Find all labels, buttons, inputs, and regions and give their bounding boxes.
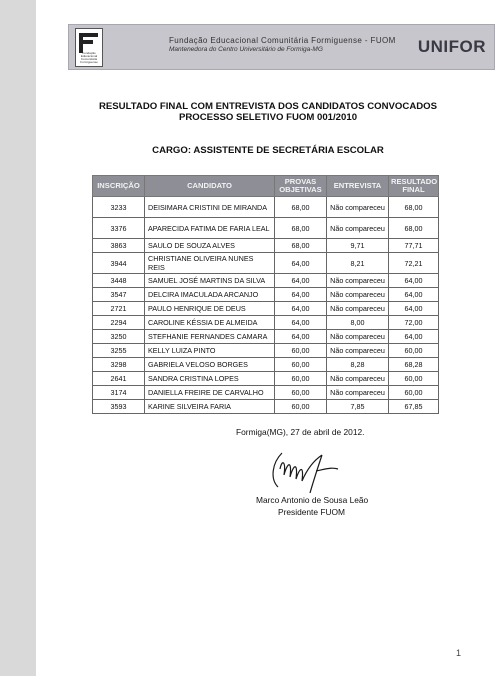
cell-candidato: GABRIELA VELOSO BORGES bbox=[145, 358, 275, 372]
cell-resultado: 64,00 bbox=[389, 288, 439, 302]
cell-inscricao: 2294 bbox=[93, 316, 145, 330]
cell-inscricao: 3448 bbox=[93, 274, 145, 288]
table-row bbox=[93, 197, 439, 218]
table-row bbox=[93, 218, 439, 239]
cell-provas: 60,00 bbox=[275, 386, 327, 400]
cell-entrevista: Não compareceu bbox=[327, 218, 389, 239]
cell-candidato: SANDRA CRISTINA LOPES bbox=[145, 372, 275, 386]
cell-resultado: 68,00 bbox=[389, 218, 439, 239]
cell-entrevista: Não compareceu bbox=[327, 274, 389, 288]
cell-candidato: PAULO HENRIQUE DE DEUS bbox=[145, 302, 275, 316]
cell-inscricao: 2641 bbox=[93, 372, 145, 386]
cell-provas: 64,00 bbox=[275, 302, 327, 316]
cell-candidato: APARECIDA FATIMA DE FARIA LEAL bbox=[145, 218, 275, 239]
cell-entrevista: 8,00 bbox=[327, 316, 389, 330]
cell-candidato: SAMUEL JOSÉ MARTINS DA SILVA bbox=[145, 274, 275, 288]
cell-entrevista: 9,71 bbox=[327, 239, 389, 253]
table-row bbox=[93, 330, 439, 344]
signature-mark bbox=[264, 445, 364, 500]
table-row bbox=[93, 316, 439, 330]
signer-name: Marco Antonio de Sousa Leão bbox=[256, 495, 369, 505]
cell-provas: 68,00 bbox=[275, 197, 327, 218]
table-row bbox=[93, 288, 439, 302]
header-inscricao: INSCRIÇÃO bbox=[93, 176, 145, 197]
cell-inscricao: 3863 bbox=[93, 239, 145, 253]
table-row bbox=[93, 239, 439, 253]
cell-resultado: 64,00 bbox=[389, 302, 439, 316]
cell-entrevista: 7,85 bbox=[327, 400, 389, 414]
cell-candidato: SAULO DE SOUZA ALVES bbox=[145, 239, 275, 253]
table-row bbox=[93, 344, 439, 358]
cell-entrevista: 8,28 bbox=[327, 358, 389, 372]
cell-entrevista: Não compareceu bbox=[327, 288, 389, 302]
table-row bbox=[93, 302, 439, 316]
fuom-logo bbox=[75, 28, 103, 67]
cell-resultado: 64,00 bbox=[389, 330, 439, 344]
cell-candidato: DELCIRA IMACULADA ARCANJO bbox=[145, 288, 275, 302]
cell-resultado: 72,00 bbox=[389, 316, 439, 330]
cell-entrevista: Não compareceu bbox=[327, 372, 389, 386]
cell-provas: 68,00 bbox=[275, 239, 327, 253]
cell-provas: 64,00 bbox=[275, 316, 327, 330]
cell-entrevista: Não compareceu bbox=[327, 386, 389, 400]
cell-provas: 64,00 bbox=[275, 330, 327, 344]
position-title: CARGO: ASSISTENTE DE SECRETÁRIA ESCOLAR bbox=[152, 145, 384, 156]
cell-resultado: 60,00 bbox=[389, 386, 439, 400]
cell-inscricao: 2721 bbox=[93, 302, 145, 316]
table-header-row bbox=[93, 176, 439, 197]
cell-inscricao: 3233 bbox=[93, 197, 145, 218]
cell-candidato: DANIELLA FREIRE DE CARVALHO bbox=[145, 386, 275, 400]
table-row bbox=[93, 274, 439, 288]
cell-provas: 64,00 bbox=[275, 288, 327, 302]
table-row bbox=[93, 253, 439, 274]
cell-resultado: 72,21 bbox=[389, 253, 439, 274]
cell-provas: 60,00 bbox=[275, 344, 327, 358]
table-body bbox=[93, 197, 439, 414]
cell-inscricao: 3255 bbox=[93, 344, 145, 358]
document-page bbox=[36, 0, 500, 676]
cell-candidato: STEFHANIE FERNANDES CAMARA bbox=[145, 330, 275, 344]
cell-provas: 64,00 bbox=[275, 253, 327, 274]
cell-candidato: KELLY LUIZA PINTO bbox=[145, 344, 275, 358]
header-resultado: RESULTADO FINAL bbox=[389, 176, 439, 197]
results-table bbox=[92, 175, 439, 414]
cell-inscricao: 3298 bbox=[93, 358, 145, 372]
cell-candidato: CHRISTIANE OLIVEIRA NUNES REIS bbox=[145, 253, 275, 274]
cell-candidato: DEISIMARA CRISTINI DE MIRANDA bbox=[145, 197, 275, 218]
cell-provas: 64,00 bbox=[275, 274, 327, 288]
cell-resultado: 77,71 bbox=[389, 239, 439, 253]
cell-entrevista: Não compareceu bbox=[327, 344, 389, 358]
cell-resultado: 68,00 bbox=[389, 197, 439, 218]
cell-provas: 60,00 bbox=[275, 400, 327, 414]
cell-entrevista: Não compareceu bbox=[327, 302, 389, 316]
cell-candidato: KARINE SILVEIRA FARIA bbox=[145, 400, 275, 414]
table-row bbox=[93, 358, 439, 372]
cell-entrevista: 8,21 bbox=[327, 253, 389, 274]
cell-inscricao: 3944 bbox=[93, 253, 145, 274]
page-number: 1 bbox=[456, 648, 462, 658]
cell-inscricao: 3250 bbox=[93, 330, 145, 344]
header-entrevista: ENTREVISTA bbox=[327, 176, 389, 197]
document-title: RESULTADO FINAL COM ENTREVISTA DOS CANDIDATOS CONVOCADOS bbox=[98, 101, 438, 112]
cell-resultado: 60,00 bbox=[389, 344, 439, 358]
letterhead bbox=[68, 24, 495, 70]
cell-provas: 60,00 bbox=[275, 358, 327, 372]
cell-resultado: 68,28 bbox=[389, 358, 439, 372]
header-provas: PROVAS OBJETIVAS bbox=[275, 176, 327, 197]
cell-provas: 68,00 bbox=[275, 218, 327, 239]
cell-resultado: 64,00 bbox=[389, 274, 439, 288]
table-row bbox=[93, 400, 439, 414]
cell-resultado: 67,85 bbox=[389, 400, 439, 414]
cell-inscricao: 3174 bbox=[93, 386, 145, 400]
cell-entrevista: Não compareceu bbox=[327, 197, 389, 218]
signer-role: Presidente FUOM bbox=[278, 507, 346, 517]
unifor-logo: UNIFOR bbox=[417, 37, 486, 56]
table-row bbox=[93, 386, 439, 400]
cell-inscricao: 3376 bbox=[93, 218, 145, 239]
cell-entrevista: Não compareceu bbox=[327, 330, 389, 344]
cell-inscricao: 3547 bbox=[93, 288, 145, 302]
cell-candidato: CAROLINE KÉSSIA DE ALMEIDA bbox=[145, 316, 275, 330]
foundation-subtitle: Mantenedora do Centro Universitário de Formiga-MG bbox=[169, 46, 323, 53]
cell-inscricao: 3593 bbox=[93, 400, 145, 414]
cell-provas: 60,00 bbox=[275, 372, 327, 386]
cell-resultado: 60,00 bbox=[389, 372, 439, 386]
table-row bbox=[93, 372, 439, 386]
place-date: Formiga(MG), 27 de abril de 2012. bbox=[236, 427, 365, 437]
logo-caption: Fundação Educacional Comunitária Formiguense bbox=[80, 51, 98, 64]
foundation-name: Fundação Educacional Comunitária Formiguense - FUOM bbox=[169, 36, 396, 45]
document-subtitle: PROCESSO SELETIVO FUOM 001/2010 bbox=[178, 112, 358, 123]
header-candidato: CANDIDATO bbox=[145, 176, 275, 197]
